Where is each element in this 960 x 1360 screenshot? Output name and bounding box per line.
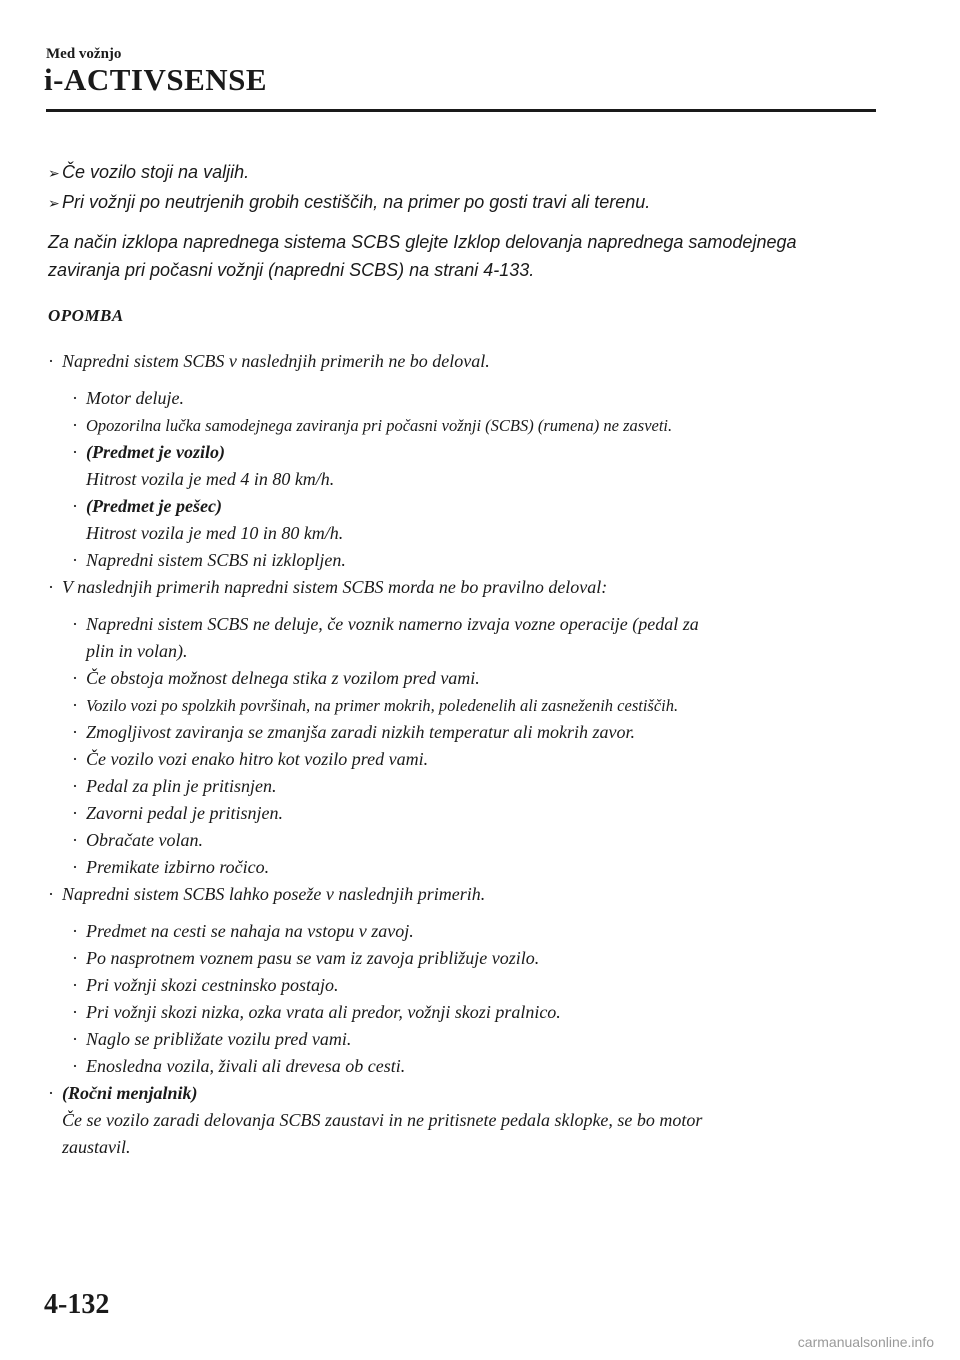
paragraph-line: Za način izklopa naprednega sistema SCBS glejte Izklop delovanja naprednega samodejnega — [48, 232, 797, 252]
sub-item: · Premikate izbirno ročico. — [72, 854, 908, 881]
sub-list — [72, 385, 908, 574]
list-item — [48, 192, 908, 222]
watermark: carmanualsonline.info — [797, 1334, 934, 1350]
bullet-dot-icon: · — [72, 614, 78, 634]
sub-item: · Če obstoja možnost delnega stika z vozilom pred vami. — [72, 665, 908, 692]
bullet-dot-icon: · — [72, 550, 78, 570]
sub-item: · Napredni sistem SCBS ne deluje, če voznik namerno izvaja vozne operacije (pedal za plin in volan). — [72, 611, 908, 665]
condition-list — [48, 162, 908, 222]
sub-item: · Napredni sistem SCBS ni izklopljen. — [72, 547, 908, 574]
sub-item: · Zmogljivost zaviranja se zmanjša zaradi nizkih temperatur ali mokrih zavor. — [72, 719, 908, 746]
bullet-dot-icon: · — [72, 722, 78, 742]
sub-item: · Predmet na cesti se nahaja na vstopu v zavoj. — [72, 918, 908, 945]
page-title: i-ACTIVSENSE — [44, 62, 268, 97]
sub-item-heading: (Predmet je pešec) — [86, 496, 222, 516]
note-block — [48, 306, 908, 1161]
sub-list — [72, 918, 908, 1080]
sub-item-heading: (Predmet je vozilo) — [86, 442, 225, 462]
sub-item: · Naglo se približate vozilu pred vami. — [72, 1026, 908, 1053]
bullet-dot-icon: · — [72, 1029, 78, 1049]
note-item: · (Ročni menjalnik) Če se vozilo zaradi delovanja SCBS zaustavi in ne pritisnete pedala sklopke, se bo motor zaustavil. — [48, 1080, 908, 1161]
page-number: 4-132 — [44, 1289, 110, 1320]
bullet-dot-icon: · — [72, 803, 78, 823]
bullet-dot-icon: · — [72, 749, 78, 769]
arrow-bullet-icon: ➢ — [48, 165, 60, 181]
bullet-dot-icon: · — [72, 668, 78, 688]
bullet-dot-icon: · — [72, 1002, 78, 1022]
bullet-dot-icon: · — [72, 948, 78, 968]
bullet-dot-icon: · — [72, 695, 78, 715]
sub-item: · Pri vožnji skozi cestninsko postajo. — [72, 972, 908, 999]
sub-item: · Obračate volan. — [72, 827, 908, 854]
sub-item: · Vozilo vozi po spolzkih površinah, na primer mokrih, poledenelih ali zasneženih cestiščih. — [72, 692, 908, 719]
bullet-dot-icon: · — [72, 975, 78, 995]
bullet-dot-icon: · — [72, 442, 78, 462]
sub-item: · Pri vožnji skozi nizka, ozka vrata ali predor, vožnji skozi pralnico. — [72, 999, 908, 1026]
list-item-text: Pri vožnji po neutrjenih grobih cestiščih, na primer po gosti travi ali terenu. — [62, 192, 651, 212]
bullet-dot-icon: · — [72, 830, 78, 850]
sub-list — [72, 611, 908, 881]
bullet-dot-icon: · — [72, 776, 78, 796]
sub-item: · Zavorni pedal je pritisnjen. — [72, 800, 908, 827]
sub-item: · Če vozilo vozi enako hitro kot vozilo pred vami. — [72, 746, 908, 773]
bullet-dot-icon: · — [72, 921, 78, 941]
note-heading: OPOMBA — [48, 306, 124, 325]
sub-item: · Opozorilna lučka samodejnega zaviranja pri počasni vožnji (SCBS) (rumena) ne zasveti. — [72, 412, 908, 439]
bullet-dot-icon: · — [48, 351, 54, 371]
bullet-dot-icon: · — [72, 857, 78, 877]
note-item-heading: (Ročni menjalnik) — [62, 1083, 198, 1103]
title-divider — [46, 109, 876, 112]
sub-item: · Po nasprotnem voznem pasu se vam iz zavoja približuje vozilo. — [72, 945, 908, 972]
bullet-dot-icon: · — [72, 1056, 78, 1076]
bullet-dot-icon: · — [48, 884, 54, 904]
section-label: Med vožnjo — [46, 46, 122, 62]
list-item-text: Če vozilo stoji na valjih. — [62, 162, 250, 182]
sub-item — [72, 493, 908, 547]
arrow-bullet-icon: ➢ — [48, 195, 60, 211]
paragraph-line: zaviranja pri počasni vožnji (napredni SCBS) na strani 4-133. — [48, 260, 535, 280]
sub-item: · Enosledna vozila, živali ali drevesa ob cesti. — [72, 1053, 908, 1080]
bullet-dot-icon: · — [72, 496, 78, 516]
sub-item-text: Hitrost vozila je med 4 in 80 km/h. — [86, 469, 335, 489]
sub-item-text: Hitrost vozila je med 10 in 80 km/h. — [86, 523, 344, 543]
list-item — [48, 162, 908, 192]
note-item: · V naslednjih primerih napredni sistem SCBS morda ne bo pravilno deloval: — [48, 574, 908, 601]
bullet-dot-icon: · — [72, 388, 78, 408]
bullet-dot-icon: · — [48, 1083, 54, 1103]
reference-paragraph — [48, 228, 898, 284]
bullet-dot-icon: · — [72, 415, 78, 435]
sub-item — [72, 439, 908, 493]
note-item: · Napredni sistem SCBS lahko poseže v naslednjih primerih. — [48, 881, 908, 908]
sub-item: · Motor deluje. — [72, 385, 908, 412]
note-item: · Napredni sistem SCBS v naslednjih primerih ne bo deloval. — [48, 348, 908, 375]
sub-item: · Pedal za plin je pritisnjen. — [72, 773, 908, 800]
bullet-dot-icon: · — [48, 577, 54, 597]
